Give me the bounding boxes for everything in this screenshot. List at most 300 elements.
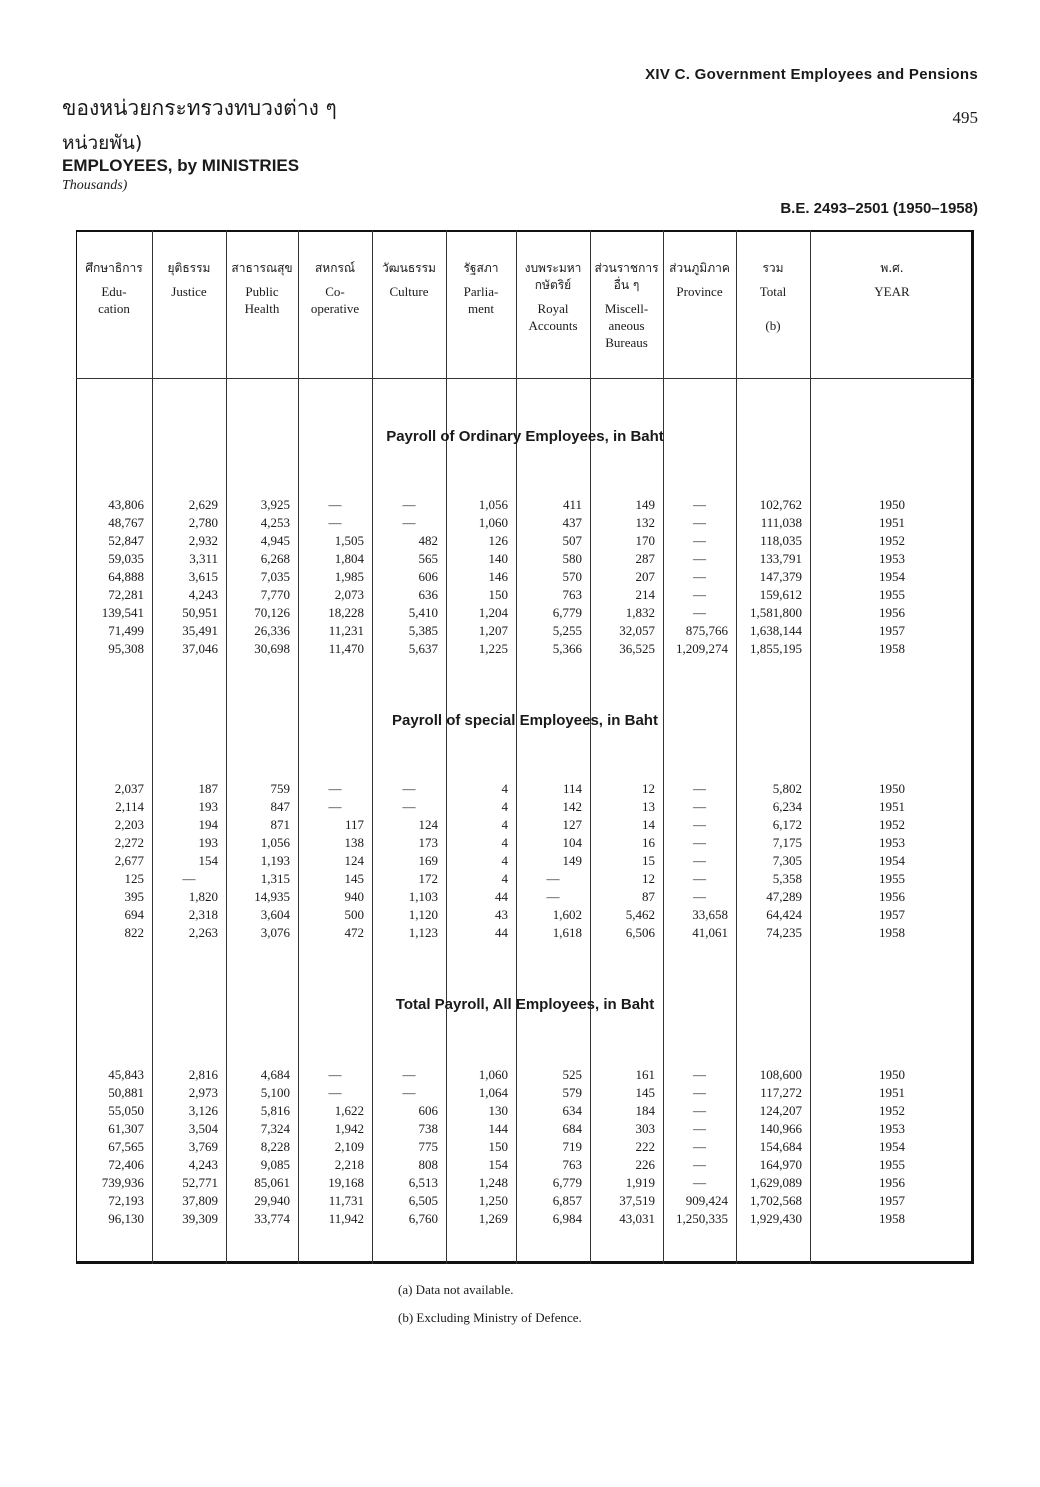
column-header-thai: ส่วนภูมิภาค bbox=[669, 261, 730, 275]
column-header-thai: รวม bbox=[762, 261, 784, 275]
table-cell: 3,769 bbox=[188, 1139, 218, 1154]
year-cell: 1955 bbox=[879, 871, 905, 886]
table-cell: — bbox=[693, 1157, 706, 1172]
table-cell: 5,637 bbox=[408, 641, 438, 656]
table-cell: 2,037 bbox=[114, 781, 144, 796]
table-cell: — bbox=[693, 515, 706, 530]
year-cell: 1951 bbox=[879, 515, 905, 530]
table-cell: — bbox=[328, 1085, 342, 1100]
table-cell: — bbox=[693, 781, 706, 796]
table-cell: 1,855,195 bbox=[750, 641, 802, 656]
table-cell: 15 bbox=[642, 853, 655, 868]
table-cell: 1,250,335 bbox=[676, 1211, 728, 1226]
table-cell: 606 bbox=[418, 1103, 438, 1118]
table-cell: 18,228 bbox=[328, 605, 364, 620]
table-cell: 37,046 bbox=[182, 641, 218, 656]
table-cell: — bbox=[693, 871, 706, 886]
table-cell: 1,622 bbox=[334, 1103, 364, 1118]
table-cell: 739,936 bbox=[101, 1175, 144, 1190]
column-header-english: Justice bbox=[171, 284, 207, 299]
column-header-english: Culture bbox=[389, 284, 429, 299]
table-cell: 5,100 bbox=[260, 1085, 290, 1100]
table-cell: 59,035 bbox=[108, 551, 144, 566]
year-cell: 1950 bbox=[879, 1067, 905, 1082]
table-cell: 7,324 bbox=[260, 1121, 290, 1136]
table-cell: 6,505 bbox=[408, 1193, 438, 1208]
table-cell: 26,336 bbox=[254, 623, 290, 638]
table-cell: 133,791 bbox=[759, 551, 802, 566]
table-cell: — bbox=[546, 889, 560, 904]
table-cell: 52,771 bbox=[182, 1175, 218, 1190]
table-cell: 437 bbox=[562, 515, 582, 530]
table-cell: — bbox=[693, 835, 706, 850]
year-cell: 1952 bbox=[879, 1103, 905, 1118]
table-cell: 2,218 bbox=[334, 1157, 364, 1172]
table-cell: 1,832 bbox=[625, 605, 655, 620]
table-cell: 1,629,089 bbox=[750, 1175, 802, 1190]
table-cell: 87 bbox=[642, 889, 655, 904]
table-cell: 43 bbox=[495, 907, 508, 922]
table-cell: 1,942 bbox=[334, 1121, 364, 1136]
page-number: 495 bbox=[952, 108, 978, 127]
table-cell: 2,272 bbox=[114, 835, 144, 850]
table-cell: 1,120 bbox=[408, 907, 438, 922]
table-cell: 145 bbox=[635, 1085, 655, 1100]
table-cell: 1,123 bbox=[408, 925, 438, 940]
table-cell: 12 bbox=[642, 871, 655, 886]
table-cell: 169 bbox=[418, 853, 438, 868]
table-cell: — bbox=[693, 605, 706, 620]
table-cell: 2,932 bbox=[188, 533, 218, 548]
table-cell: 111,038 bbox=[760, 515, 802, 530]
column-header-english: YEAR bbox=[874, 284, 910, 299]
table-cell: 5,410 bbox=[408, 605, 438, 620]
table-cell: 3,076 bbox=[260, 925, 290, 940]
table-cell: 187 bbox=[198, 781, 218, 796]
period-label: B.E. 2493–2501 (1950–1958) bbox=[780, 200, 978, 217]
table-cell: 3,925 bbox=[260, 497, 290, 512]
table-cell: — bbox=[693, 497, 706, 512]
footnote-b: (b) Excluding Ministry of Defence. bbox=[398, 1310, 582, 1325]
column-header-thai: ศึกษาธิการ bbox=[85, 261, 143, 275]
table-cell: 579 bbox=[562, 1085, 582, 1100]
table-cell: 4 bbox=[501, 781, 508, 796]
table-cell: 222 bbox=[635, 1139, 655, 1154]
column-header bbox=[76, 260, 152, 317]
table-cell: 7,035 bbox=[260, 569, 290, 584]
table-cell: 2,780 bbox=[188, 515, 218, 530]
year-cell: 1958 bbox=[879, 925, 905, 940]
table-cell: 4 bbox=[501, 853, 508, 868]
table-cell: 565 bbox=[418, 551, 438, 566]
table-cell: 114 bbox=[562, 781, 582, 796]
table-cell: — bbox=[693, 799, 706, 814]
table-cell: 140 bbox=[488, 551, 508, 566]
table-cell: — bbox=[693, 853, 706, 868]
table-cell: 482 bbox=[418, 533, 438, 548]
table-cell: 2,816 bbox=[188, 1067, 218, 1082]
column-header bbox=[446, 260, 516, 317]
year-cell: 1954 bbox=[879, 1139, 905, 1154]
table-cell: 4 bbox=[501, 835, 508, 850]
block-title: Total Payroll, All Employees, in Baht bbox=[395, 996, 655, 1013]
year-cell: 1953 bbox=[879, 551, 905, 566]
table-cell: 150 bbox=[488, 1139, 508, 1154]
table-cell: 146 bbox=[488, 569, 508, 584]
table-cell: 43,806 bbox=[108, 497, 144, 512]
table-cell: — bbox=[546, 871, 560, 886]
column-header-thai: วัฒนธรรม bbox=[382, 261, 436, 275]
table-cell: 118,035 bbox=[760, 533, 802, 548]
year-cell: 1958 bbox=[879, 641, 905, 656]
table-cell: 1,269 bbox=[478, 1211, 508, 1226]
table-cell: 47,289 bbox=[766, 889, 802, 904]
table-cell: 1,207 bbox=[478, 623, 508, 638]
table-cell: 1,804 bbox=[334, 551, 364, 566]
table-cell: 44 bbox=[495, 925, 508, 940]
table-cell: 822 bbox=[124, 925, 144, 940]
table-cell: 173 bbox=[418, 835, 438, 850]
table-cell: 124 bbox=[418, 817, 438, 832]
table-cell: 48,767 bbox=[108, 515, 144, 530]
table-cell: 7,770 bbox=[260, 587, 290, 602]
column-header-english: Province bbox=[676, 284, 723, 299]
table-cell: 140,966 bbox=[759, 1121, 802, 1136]
table-cell: 634 bbox=[562, 1103, 582, 1118]
table-cell: 1,315 bbox=[260, 871, 290, 886]
table-cell: 759 bbox=[270, 781, 290, 796]
table-cell: 16 bbox=[642, 835, 655, 850]
table-cell: — bbox=[402, 799, 416, 814]
table-cell: 2,203 bbox=[114, 817, 144, 832]
table-cell: 2,677 bbox=[114, 853, 144, 868]
table-cell: — bbox=[693, 1175, 706, 1190]
table-cell: 6,506 bbox=[625, 925, 655, 940]
table-cell: 1,602 bbox=[552, 907, 582, 922]
table-cell: 738 bbox=[418, 1121, 438, 1136]
table-cell: 132 bbox=[635, 515, 655, 530]
table-cell: 909,424 bbox=[685, 1193, 728, 1208]
table-cell: 1,248 bbox=[478, 1175, 508, 1190]
column-header-thai: รัฐสภา bbox=[463, 261, 499, 275]
table-cell: 19,168 bbox=[328, 1175, 364, 1190]
table-cell: 29,940 bbox=[254, 1193, 290, 1208]
table-cell: 303 bbox=[635, 1121, 655, 1136]
table-cell: 142 bbox=[562, 799, 582, 814]
table-cell: 170 bbox=[635, 533, 655, 548]
column-header-english: Total (b) bbox=[759, 284, 787, 333]
table-cell: — bbox=[693, 551, 706, 566]
table-cell: 4,243 bbox=[188, 587, 218, 602]
table-cell: 5,358 bbox=[772, 871, 802, 886]
table-cell: — bbox=[693, 1103, 706, 1118]
table-cell: 108,600 bbox=[759, 1067, 802, 1082]
table-cell: 193 bbox=[198, 799, 218, 814]
year-cell: 1952 bbox=[879, 817, 905, 832]
table-cell: 32,057 bbox=[619, 623, 655, 638]
table-cell: 472 bbox=[344, 925, 364, 940]
table-cell: 940 bbox=[344, 889, 364, 904]
table-cell: 41,061 bbox=[692, 925, 728, 940]
year-cell: 1951 bbox=[879, 1085, 905, 1100]
table-cell: 525 bbox=[562, 1067, 582, 1082]
table-cell: 5,255 bbox=[552, 623, 582, 638]
table-cell: 871 bbox=[270, 817, 290, 832]
table-cell: 411 bbox=[562, 497, 582, 512]
table-cell: 1,505 bbox=[334, 533, 364, 548]
table-cell: 1,204 bbox=[478, 605, 508, 620]
column-header-thai: ยุติธรรม bbox=[167, 261, 211, 275]
table-cell: 139,541 bbox=[101, 605, 144, 620]
table-cell: 4 bbox=[501, 799, 508, 814]
table-cell: 9,085 bbox=[260, 1157, 290, 1172]
section-header: XIV C. Government Employees and Pensions bbox=[645, 66, 978, 83]
table-cell: 154,684 bbox=[759, 1139, 802, 1154]
table-cell: 67,565 bbox=[108, 1139, 144, 1154]
thai-subtitle: หน่วยพัน) bbox=[62, 132, 143, 154]
table-cell: — bbox=[402, 497, 416, 512]
table-cell: 1,056 bbox=[260, 835, 290, 850]
table-cell: 226 bbox=[635, 1157, 655, 1172]
table-cell: 11,231 bbox=[328, 623, 364, 638]
table-cell: 2,114 bbox=[115, 799, 144, 814]
table-cell: 3,615 bbox=[188, 569, 218, 584]
table-cell: 1,985 bbox=[334, 569, 364, 584]
year-cell: 1958 bbox=[879, 1211, 905, 1226]
table-cell: 1,919 bbox=[625, 1175, 655, 1190]
table-cell: 44 bbox=[495, 889, 508, 904]
table-cell: 775 bbox=[418, 1139, 438, 1154]
table-cell: — bbox=[693, 533, 706, 548]
table-cell: 507 bbox=[562, 533, 582, 548]
column-header bbox=[590, 260, 663, 351]
table-cell: 719 bbox=[562, 1139, 582, 1154]
year-cell: 1956 bbox=[879, 889, 905, 904]
table-cell: 164,970 bbox=[759, 1157, 802, 1172]
table-cell: 395 bbox=[124, 889, 144, 904]
year-cell: 1957 bbox=[879, 1193, 905, 1208]
table-cell: 96,130 bbox=[108, 1211, 144, 1226]
table-cell: 12 bbox=[642, 781, 655, 796]
year-cell: 1957 bbox=[879, 907, 905, 922]
year-cell: 1956 bbox=[879, 1175, 905, 1190]
table-cell: — bbox=[693, 889, 706, 904]
table-cell: 39,309 bbox=[182, 1211, 218, 1226]
table-cell: 138 bbox=[344, 835, 364, 850]
table-cell: 4,253 bbox=[260, 515, 290, 530]
table-cell: — bbox=[693, 1121, 706, 1136]
table-cell: — bbox=[693, 569, 706, 584]
table-cell: — bbox=[693, 817, 706, 832]
table-cell: — bbox=[328, 1067, 342, 1082]
table-cell: 159,612 bbox=[759, 587, 802, 602]
year-cell: 1955 bbox=[879, 587, 905, 602]
year-cell: 1950 bbox=[879, 497, 905, 512]
table-cell: 37,519 bbox=[619, 1193, 655, 1208]
column-header bbox=[516, 260, 590, 334]
column-header-thai: ส่วนราชการ อื่น ๆ bbox=[594, 261, 659, 292]
table-cell: 1,103 bbox=[408, 889, 438, 904]
table-cell: 606 bbox=[418, 569, 438, 584]
table-cell: 126 bbox=[488, 533, 508, 548]
table-cell: 6,172 bbox=[772, 817, 802, 832]
table-cell: 154 bbox=[198, 853, 218, 868]
year-cell: 1952 bbox=[879, 533, 905, 548]
table-cell: 1,929,430 bbox=[750, 1211, 802, 1226]
table-cell: 14,935 bbox=[254, 889, 290, 904]
table-cell: 74,235 bbox=[766, 925, 802, 940]
table-cell: 194 bbox=[198, 817, 218, 832]
table-cell: 6,984 bbox=[552, 1211, 582, 1226]
table-cell: 4 bbox=[501, 871, 508, 886]
year-cell: 1953 bbox=[879, 1121, 905, 1136]
table-cell: 580 bbox=[562, 551, 582, 566]
table-cell: 144 bbox=[488, 1121, 508, 1136]
table-cell: 150 bbox=[488, 587, 508, 602]
table-cell: 2,073 bbox=[334, 587, 364, 602]
table-cell: 6,760 bbox=[408, 1211, 438, 1226]
column-header bbox=[663, 260, 736, 300]
table-cell: 61,307 bbox=[108, 1121, 144, 1136]
table-cell: 3,126 bbox=[188, 1103, 218, 1118]
table-cell: 4,243 bbox=[188, 1157, 218, 1172]
table-cell: 37,809 bbox=[182, 1193, 218, 1208]
column-header-thai: สาธารณสุข bbox=[231, 261, 293, 275]
table-cell: 147,379 bbox=[759, 569, 802, 584]
table-cell: 1,638,144 bbox=[750, 623, 802, 638]
table-cell: — bbox=[402, 1067, 416, 1082]
table-cell: — bbox=[402, 1085, 416, 1100]
year-cell: 1957 bbox=[879, 623, 905, 638]
table-cell: 3,504 bbox=[188, 1121, 218, 1136]
table-cell: 875,766 bbox=[685, 623, 728, 638]
table-cell: — bbox=[328, 799, 342, 814]
table-cell: 1,820 bbox=[188, 889, 218, 904]
table-cell: 1,060 bbox=[478, 515, 508, 530]
table-cell: — bbox=[402, 781, 416, 796]
english-title: EMPLOYEES, by MINISTRIES bbox=[62, 156, 300, 175]
table-cell: — bbox=[328, 781, 342, 796]
column-header bbox=[226, 260, 298, 317]
table-cell: 125 bbox=[124, 871, 144, 886]
table-cell: 1,056 bbox=[478, 497, 508, 512]
table-cell: 117 bbox=[344, 817, 364, 832]
table-cell: 808 bbox=[418, 1157, 438, 1172]
column-header bbox=[736, 260, 810, 334]
table-cell: 287 bbox=[635, 551, 655, 566]
table-cell: 7,175 bbox=[772, 835, 802, 850]
table-cell: 64,424 bbox=[766, 907, 802, 922]
table-cell: 2,629 bbox=[188, 497, 218, 512]
table-cell: — bbox=[693, 1067, 706, 1082]
table-cell: 154 bbox=[488, 1157, 508, 1172]
table-cell: 500 bbox=[344, 907, 364, 922]
table-cell: 50,881 bbox=[108, 1085, 144, 1100]
table-cell: 5,462 bbox=[625, 907, 655, 922]
column-header-thai: สหกรณ์ bbox=[314, 261, 356, 275]
year-cell: 1953 bbox=[879, 835, 905, 850]
column-header-english: Parlia- ment bbox=[463, 284, 499, 316]
table-cell: 72,193 bbox=[108, 1193, 144, 1208]
table-cell: 847 bbox=[270, 799, 290, 814]
table-cell: 5,802 bbox=[772, 781, 802, 796]
table-cell: 207 bbox=[635, 569, 655, 584]
table-cell: 4,945 bbox=[260, 533, 290, 548]
column-header-english: Edu- cation bbox=[98, 284, 130, 316]
table-cell: 1,225 bbox=[478, 641, 508, 656]
table-cell: 36,525 bbox=[619, 641, 655, 656]
table-cell: 1,064 bbox=[478, 1085, 508, 1100]
table-cell: 6,268 bbox=[260, 551, 290, 566]
table-cell: 70,126 bbox=[254, 605, 290, 620]
column-header-thai: พ.ศ. bbox=[880, 261, 904, 275]
table-cell: 193 bbox=[198, 835, 218, 850]
table-cell: 8,228 bbox=[260, 1139, 290, 1154]
table-cell: 11,731 bbox=[328, 1193, 364, 1208]
table-cell: 35,491 bbox=[182, 623, 218, 638]
table-cell: 145 bbox=[344, 871, 364, 886]
table-cell: — bbox=[402, 515, 416, 530]
table-cell: 117,272 bbox=[760, 1085, 802, 1100]
table-cell: — bbox=[328, 515, 342, 530]
table-cell: 71,499 bbox=[108, 623, 144, 638]
table-cell: 50,951 bbox=[182, 605, 218, 620]
table-cell: 33,774 bbox=[254, 1211, 290, 1226]
table-cell: 95,308 bbox=[108, 641, 144, 656]
table-cell: 149 bbox=[562, 853, 582, 868]
column-header bbox=[810, 260, 974, 300]
table-cell: 570 bbox=[562, 569, 582, 584]
table-cell: 102,762 bbox=[759, 497, 802, 512]
table-cell: 55,050 bbox=[108, 1103, 144, 1118]
table-cell: 3,604 bbox=[260, 907, 290, 922]
column-header bbox=[152, 260, 226, 300]
table-cell: 13 bbox=[642, 799, 655, 814]
column-header-english: Co- operative bbox=[310, 284, 360, 316]
table-cell: 214 bbox=[635, 587, 655, 602]
thai-title: ของหน่วยกระทรวงทบวงต่าง ๆ bbox=[62, 96, 337, 120]
table-cell: 127 bbox=[562, 817, 582, 832]
table-cell: 161 bbox=[635, 1067, 655, 1082]
header-divider bbox=[76, 378, 974, 379]
table-cell: 1,209,274 bbox=[676, 641, 728, 656]
table-cell: 6,857 bbox=[552, 1193, 582, 1208]
table-cell: 6,513 bbox=[408, 1175, 438, 1190]
table-cell: 64,888 bbox=[108, 569, 144, 584]
table-cell: — bbox=[693, 1139, 706, 1154]
table-cell: 694 bbox=[124, 907, 144, 922]
table-cell: 4 bbox=[501, 817, 508, 832]
table-cell: 72,406 bbox=[108, 1157, 144, 1172]
table-cell: — bbox=[182, 871, 196, 886]
table-cell: 130 bbox=[488, 1103, 508, 1118]
table-cell: 43,031 bbox=[619, 1211, 655, 1226]
table-cell: 72,281 bbox=[108, 587, 144, 602]
units-note: Thousands) bbox=[62, 178, 128, 193]
year-cell: 1954 bbox=[879, 569, 905, 584]
table-cell: 1,581,800 bbox=[750, 605, 802, 620]
table-cell: — bbox=[693, 587, 706, 602]
table-cell: 2,318 bbox=[188, 907, 218, 922]
table-cell: 149 bbox=[635, 497, 655, 512]
table-cell: 11,470 bbox=[328, 641, 364, 656]
table-cell: 14 bbox=[642, 817, 655, 832]
table-cell: 184 bbox=[635, 1103, 655, 1118]
table-cell: 2,973 bbox=[188, 1085, 218, 1100]
table-cell: 7,305 bbox=[772, 853, 802, 868]
table-cell: 5,385 bbox=[408, 623, 438, 638]
table-cell: 52,847 bbox=[108, 533, 144, 548]
